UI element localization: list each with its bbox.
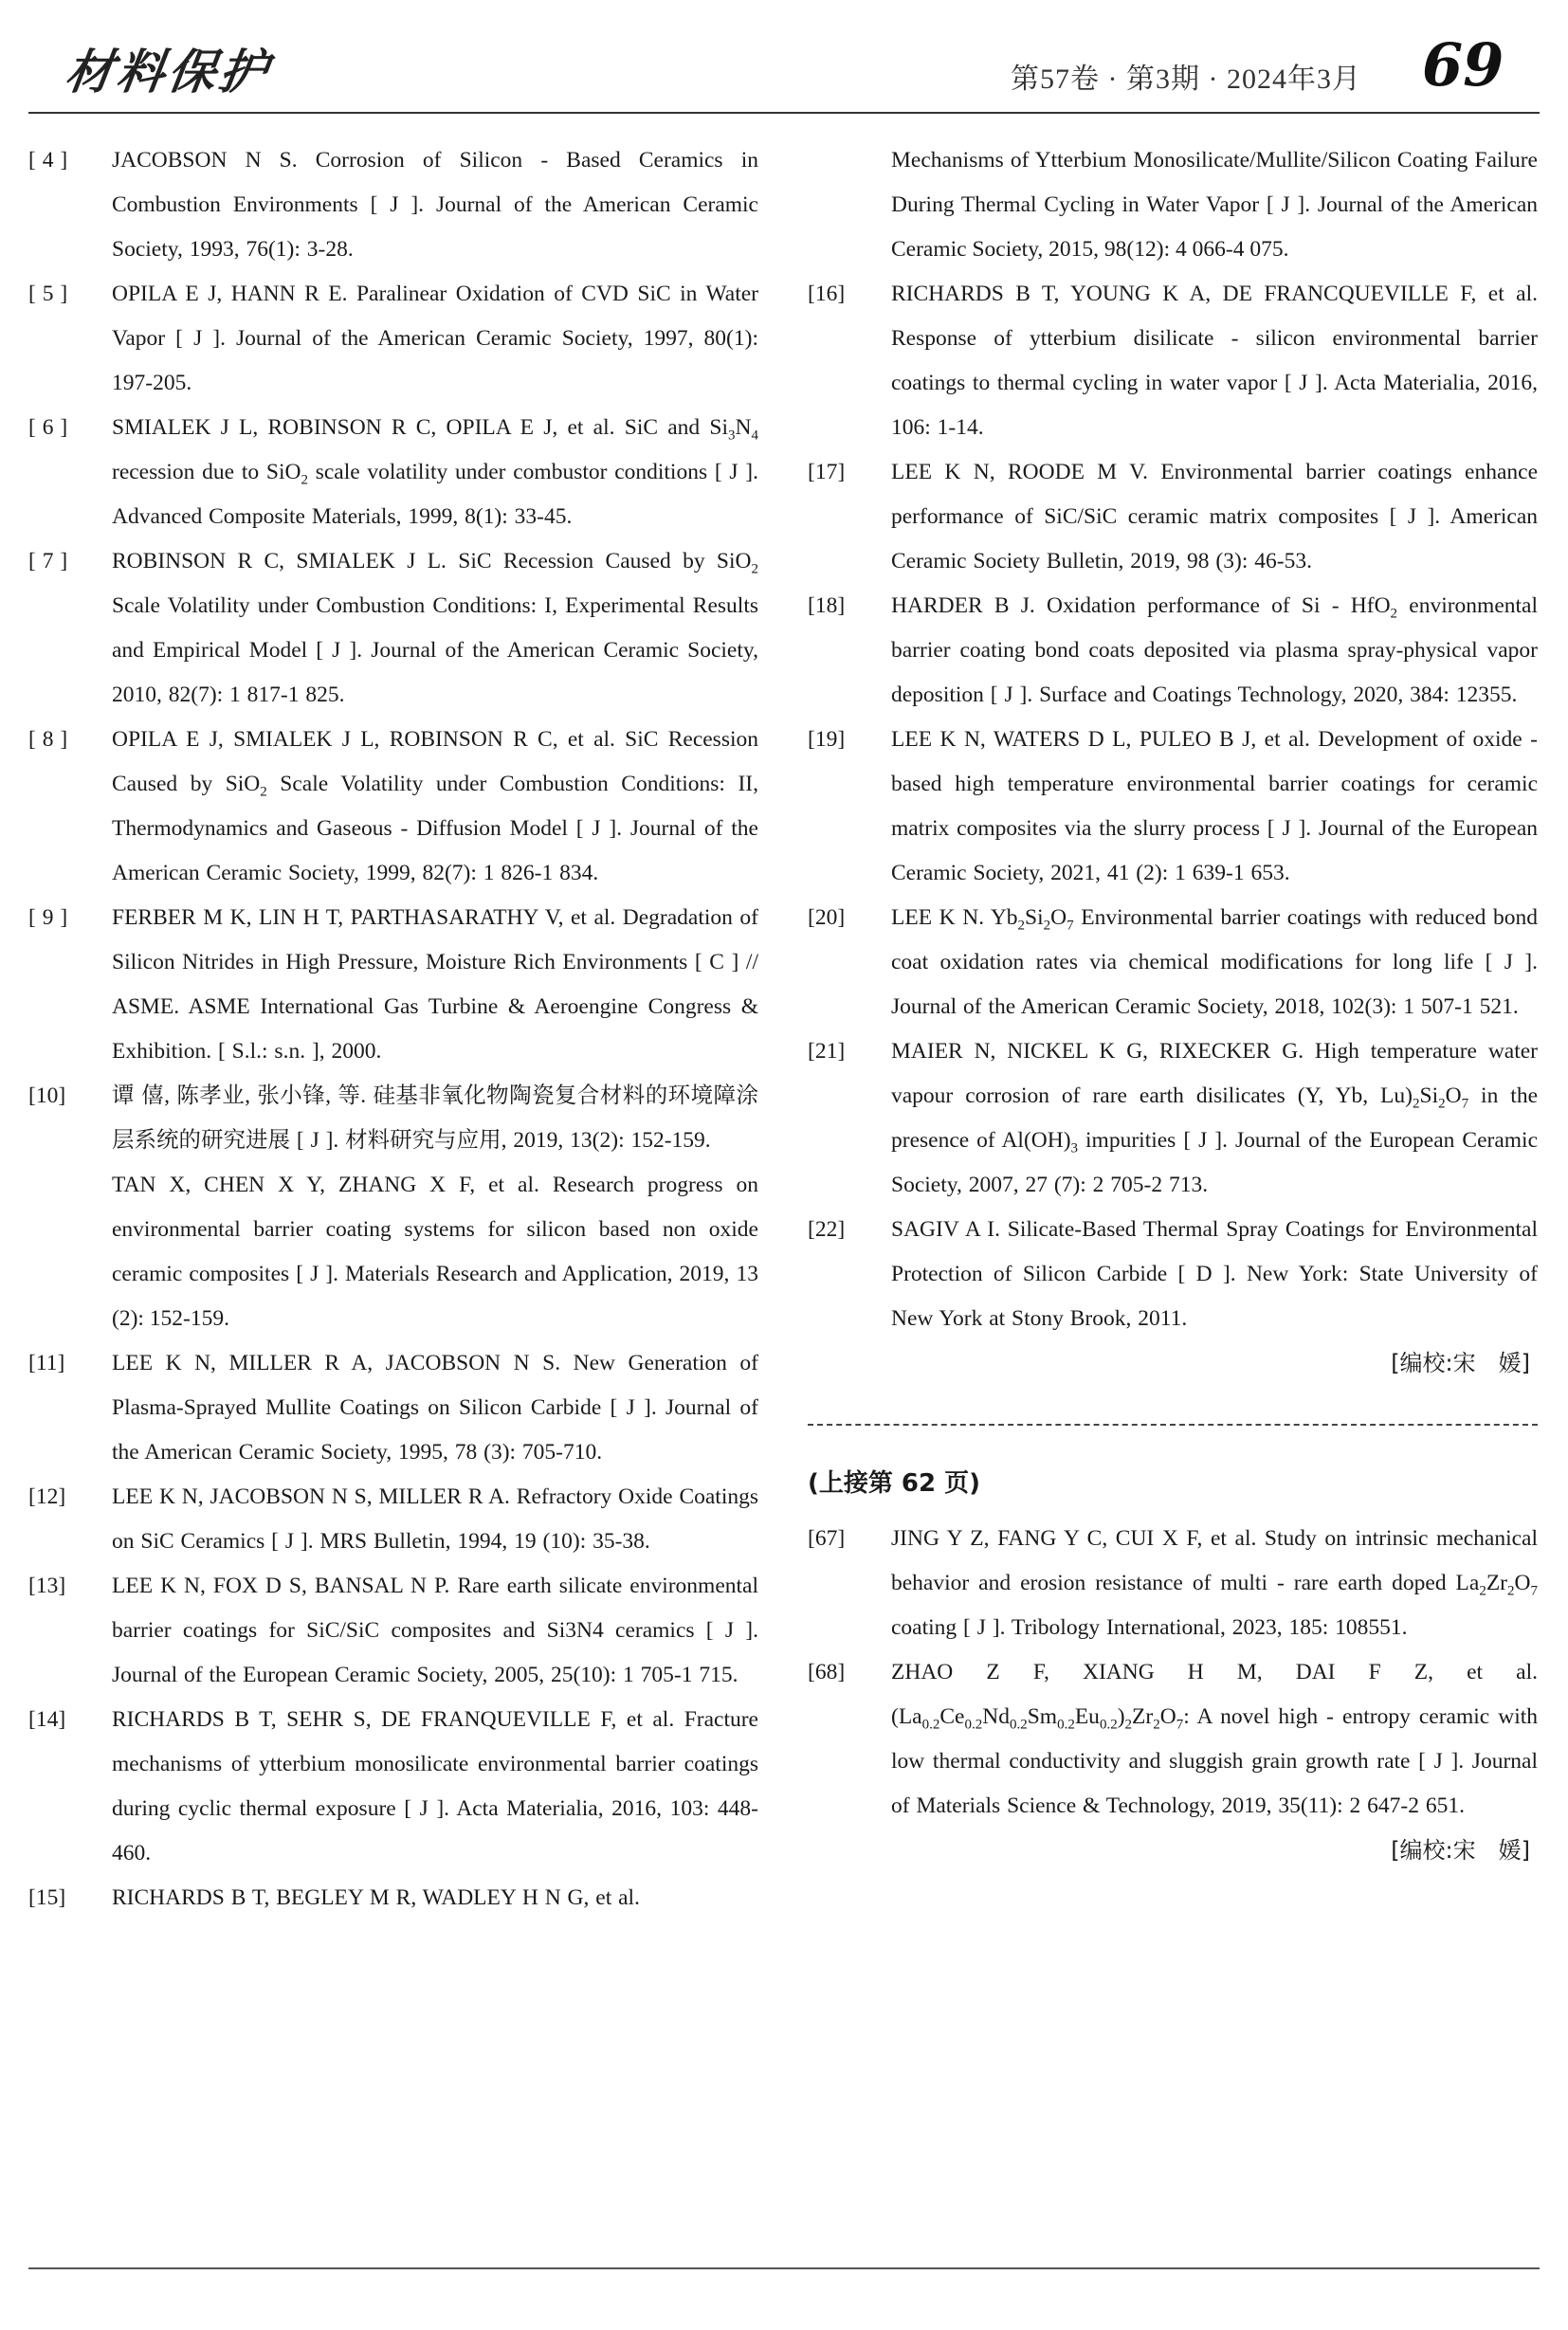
reference-18: [18] HARDER B J. Oxidation performance of Si - HfO$_2$ environmental barrier coating bond coats deposited via plasma spray-physical vapor deposition [ J ]. Surface and Coatings Technology, 2020, 384: 12355. (808, 593, 1538, 707)
page-header (0, 0, 1568, 112)
reference-text: ROBINSON R C, SMIALEK J L. SiC Recession Caused by SiO$_2$ Scale Volatility under Combustion Conditions: I, Experimental Results and Empirical Model [ J ]. Journal of the American Ceramic Society, 2010, 82(7): 1 817-1 825. (112, 549, 758, 707)
reference-text: OPILA E J, HANN R E. Paralinear Oxidation of CVD SiC in Water Vapor [ J ]. Journal of the American Ceramic Society, 1997, 80(1): 197-205. (112, 282, 758, 395)
reference-text: OPILA E J, SMIALEK J L, ROBINSON R C, et al. SiC Recession Caused by SiO$_2$ Scale Volatility under Combustion Conditions: II, Thermodynamics and Gaseous - Diffusion Model [ J ]. Journal of the American Ceramic Society, 1999, 82(7): 1 826-1 834. (112, 727, 758, 885)
reference-text: 谭 僖, 陈孝业, 张小锋, 等. 硅基非氧化物陶瓷复合材料的环境障涂层系统的研究进展 [ J ]. 材料研究与应用, 2019, 13(2): 152-159. (112, 1083, 758, 1153)
reference-67: [67] JING Y Z, FANG Y C, CUI X F, et al. Study on intrinsic mechanical behavior and erosion resistance of multi - rare earth doped $La_2Zr_2O_7$ coating [ J ]. Tribology International, 2023, 185: 108551. (808, 1526, 1538, 1640)
page-number: 69 (1422, 30, 1504, 100)
editor-note: [编校:宋 媛] (1391, 1350, 1530, 1376)
reference-text: LEE K N, WATERS D L, PULEO B J, et al. Development of oxide - based high temperature environmental barrier coatings for ceramic matrix composites via the slurry process [ J ]. Journal of the European Ceramic Society, 2021, 41 (2): 1 639-1 653. (891, 727, 1538, 885)
reference-text: LEE K N, MILLER R A, JACOBSON N S. New Generation of Plasma-Sprayed Mullite Coatings on Silicon Carbide [ J ]. Journal of the American Ceramic Society, 1995, 78 (3): 705-710. (112, 1351, 758, 1465)
reference-21: [21] MAIER N, NICKEL K G, RIXECKER G. High temperature water vapour corrosion of rare earth disilicates (Y, Yb, $Lu)_2Si_2O_7$ in the presence of $Al(OH)_3$ impurities [ J ]. Journal of the European Ceramic Society, 2007, 27 (7): 2 705-2 713. (808, 1039, 1538, 1197)
reference-text: LEE K N, FOX D S, BANSAL N P. Rare earth silicate environmental barrier coatings for SiC/SiC composites and Si3N4 ceramics [ J ]. Journal of the European Ceramic Society, 2005, 25(10): 1 705-1 715. (112, 1574, 758, 1687)
reference-text: RICHARDS B T, SEHR S, DE FRANQUEVILLE F, et al. Fracture mechanisms of ytterbium monosilicate environmental barrier coatings during cyclic thermal exposure [ J ]. Acta Materialia, 2016, 103: 448-460. (112, 1707, 758, 1866)
reference-text: SMIALEK J L, ROBINSON R C, OPILA E J, et al. SiC and $Si_3N_4$ recession due to SiO$_2$ scale volatility under combustor conditions [ J ]. Advanced Composite Materials, 1999, 8(1): 33-45. (112, 415, 759, 529)
reference-text: HARDER B J. Oxidation performance of Si - HfO$_2$ environmental barrier coating bond coats deposited via plasma spray-physical vapor deposition [ J ]. Surface and Coatings Technology, 2020, 384: 12355. (891, 593, 1538, 707)
reference-7: [ 7 ] ROBINSON R C, SMIALEK J L. SiC Recession Caused by SiO$_2$ Scale Volatility under Combustion Conditions: I, Experimental Results and Empirical Model [ J ]. Journal of the American Ceramic Society, 2010, 82(7): 1 817-1 825. (28, 549, 758, 707)
reference-20: [20] LEE K N. $Yb_2Si_2O_7$ Environmental barrier coatings with reduced bond coat oxidation rates via chemical modifications for long life [ J ]. Journal of the American Ceramic Society, 2018, 102(3): 1 507-1 521. (808, 905, 1538, 1019)
editor-note-2: [编校:宋 媛] (1391, 1837, 1530, 1864)
reference-9: [ 9 ] FERBER M K, LIN H T, PARTHASARATHY V, et al. Degradation of Silicon Nitrides in High Pressure, Moisture Rich Environments [ C ] // ASME. ASME International Gas Turbine & Aeroengine Congress & Exhibition. [ S.l.: s.n. ], 2000. (28, 905, 758, 1064)
reference-14: [14] RICHARDS B T, SEHR S, DE FRANQUEVILLE F, et al. Fracture mechanisms of ytterbium monosilicate environmental barrier coatings during cyclic thermal exposure [ J ]. Acta Materialia, 2016, 103: 448-460. (28, 1707, 758, 1866)
reference-text: LEE K N, ROODE M V. Environmental barrier coatings enhance performance of SiC/SiC ceramic matrix composites [ J ]. American Ceramic Society Bulletin, 2019, 98 (3): 46-53. (891, 460, 1538, 573)
reference-19: [19] LEE K N, WATERS D L, PULEO B J, et al. Development of oxide - based high temperature environmental barrier coatings for ceramic matrix composites via the slurry process [ J ]. Journal of the European Ceramic Society, 2021, 41 (2): 1 639-1 653. (808, 727, 1538, 885)
reference-16: [16] RICHARDS B T, YOUNG K A, DE FRANCQUEVILLE F, et al. Response of ytterbium disilicate - silicon environmental barrier coatings to thermal cycling in water vapor [ J ]. Acta Materialia, 2016, 106: 1-14. (808, 282, 1538, 440)
reference-text: MAIER N, NICKEL K G, RIXECKER G. High temperature water vapour corrosion of rare earth disilicates (Y, Yb, $Lu)_2Si_2O_7$ in the presence of $Al(OH)_3$ impurities [ J ]. Journal of the European Ceramic Society, 2007, 27 (7): 2 705-2 713. (891, 1039, 1538, 1197)
reference-text: JACOBSON N S. Corrosion of Silicon - Based Ceramics in Combustion Environments [ J ]. Journal of the American Ceramic Society, 1993, 76(1): 3-28. (112, 148, 758, 262)
reference-text: JING Y Z, FANG Y C, CUI X F, et al. Study on intrinsic mechanical behavior and erosion resistance of multi - rare earth doped $La_2Zr_2O_7$ coating [ J ]. Tribology International, 2023, 185: 108551. (891, 1526, 1538, 1640)
reference-text: ZHAO Z F, XIANG H M, DAI F Z, et al. $(La_{0.2}Ce_{0.2}Nd_{0.2}Sm_{0.2}Eu_{0.2})_2Zr_2O_7$: A novel high - entropy ceramic with low thermal conductivity and sluggish grain growth rate [ J ]. Journal of Materials Science & Technology, 2019, 35(11): 2 647-2 651. (891, 1660, 1538, 1818)
reference-text: SAGIV A I. Silicate-Based Thermal Spray Coatings for Environmental Protection of Silicon Carbide [ D ]. New York: State University of New York at Stony Brook, 2011. (891, 1217, 1538, 1331)
reference-10-translation: TAN X, CHEN X Y, ZHANG X F, et al. Research progress on environmental barrier coating systems for silicon based non oxide ceramic composites [ J ]. Materials Research and Application, 2019, 13 (2): 152-159. (112, 1173, 758, 1331)
reference-22: [22] SAGIV A I. Silicate-Based Thermal Spray Coatings for Environmental Protection of Silicon Carbide [ D ]. New York: State University of New York at Stony Brook, 2011. (808, 1217, 1538, 1331)
reference-5: [ 5 ] OPILA E J, HANN R E. Paralinear Oxidation of CVD SiC in Water Vapor [ J ]. Journal of the American Ceramic Society, 1997, 80(1): 197-205. (28, 282, 758, 395)
reference-text: RICHARDS B T, YOUNG K A, DE FRANCQUEVILLE F, et al. Response of ytterbium disilicate - silicon environmental barrier coatings to thermal cycling in water vapor [ J ]. Acta Materialia, 2016, 106: 1-14. (891, 282, 1538, 440)
left-column (28, 138, 758, 1920)
reference-68: [68] ZHAO Z F, XIANG H M, DAI F Z, et al. $(La_{0.2}Ce_{0.2}Nd_{0.2}Sm_{0.2}Eu_{0.2})_2Zr_2O_7$: A novel high - entropy ceramic with low thermal conductivity and sluggish grain growth rate [ J ]. Journal of Materials Science & Technology, 2019, 35(11): 2 647-2 651. (808, 1660, 1538, 1818)
reference-13: [13] LEE K N, FOX D S, BANSAL N P. Rare earth silicate environmental barrier coatings for SiC/SiC composites and Si3N4 ceramics [ J ]. Journal of the European Ceramic Society, 2005, 25(10): 1 705-1 715. (28, 1574, 758, 1687)
section-divider (808, 1424, 1538, 1426)
reference-8: [ 8 ] OPILA E J, SMIALEK J L, ROBINSON R C, et al. SiC Recession Caused by SiO$_2$ Scale Volatility under Combustion Conditions: II, Thermodynamics and Gaseous - Diffusion Model [ J ]. Journal of the American Ceramic Society, 1999, 82(7): 1 826-1 834. (28, 727, 758, 885)
reference-text: LEE K N, JACOBSON N S, MILLER R A. Refractory Oxide Coatings on SiC Ceramics [ J ]. MRS Bulletin, 1994, 19 (10): 35-38. (112, 1484, 759, 1554)
right-column (808, 138, 1538, 1873)
footer-rule (28, 2267, 1540, 2269)
reference-4: [ 4 ] JACOBSON N S. Corrosion of Silicon - Based Ceramics in Combustion Environments [ J ]. Journal of the American Ceramic Society, 1993, 76(1): 3-28. (28, 148, 758, 262)
header-rule (28, 112, 1540, 114)
reference-15-continuation: Mechanisms of Ytterbium Monosilicate/Mullite/Silicon Coating Failure During Thermal Cycling in Water Vapor [ J ]. Journal of the American Ceramic Society, 2015, 98(12): 4 066-4 075. (891, 148, 1538, 262)
reference-6: [ 6 ] SMIALEK J L, ROBINSON R C, OPILA E J, et al. SiC and $Si_3N_4$ recession due to SiO$_2$ scale volatility under combustor conditions [ J ]. Advanced Composite Materials, 1999, 8(1): 33-45. (28, 415, 759, 529)
reference-12: [12] LEE K N, JACOBSON N S, MILLER R A. Refractory Oxide Coatings on SiC Ceramics [ J ]. MRS Bulletin, 1994, 19 (10): 35-38. (28, 1484, 759, 1554)
reference-17: [17] LEE K N, ROODE M V. Environmental barrier coatings enhance performance of SiC/SiC ceramic matrix composites [ J ]. American Ceramic Society Bulletin, 2019, 98 (3): 46-53. (808, 460, 1538, 573)
reference-text: FERBER M K, LIN H T, PARTHASARATHY V, et al. Degradation of Silicon Nitrides in High Pressure, Moisture Rich Environments [ C ] // ASME. ASME International Gas Turbine & Aeroengine Congress & Exhibition. [ S.l.: s.n. ], 2000. (112, 905, 758, 1064)
reference-text: LEE K N. $Yb_2Si_2O_7$ Environmental barrier coatings with reduced bond coat oxidation rates via chemical modifications for long life [ J ]. Journal of the American Ceramic Society, 2018, 102(3): 1 507-1 521. (891, 905, 1538, 1019)
volume-issue: 第57卷 · 第3期 · 2024年3月 (1011, 64, 1361, 95)
reference-11: [11] LEE K N, MILLER R A, JACOBSON N S. New Generation of Plasma-Sprayed Mullite Coatings on Silicon Carbide [ J ]. Journal of the American Ceramic Society, 1995, 78 (3): 705-710. (28, 1351, 758, 1465)
reference-text: RICHARDS B T, BEGLEY M R, WADLEY H N G, et al. (112, 1885, 640, 1910)
reference-10: [10] 谭 僖, 陈孝业, 张小锋, 等. 硅基非氧化物陶瓷复合材料的环境障涂层系统的研究进展 [ J ]. 材料研究与应用, 2019, 13(2): 152-159. (28, 1083, 758, 1153)
continued-from-note: (上接第 62 页) (808, 1469, 981, 1498)
reference-15: [15] RICHARDS B T, BEGLEY M R, WADLEY H N G, et al. (28, 1885, 640, 1910)
journal-logo: 材料保护 (62, 44, 275, 100)
